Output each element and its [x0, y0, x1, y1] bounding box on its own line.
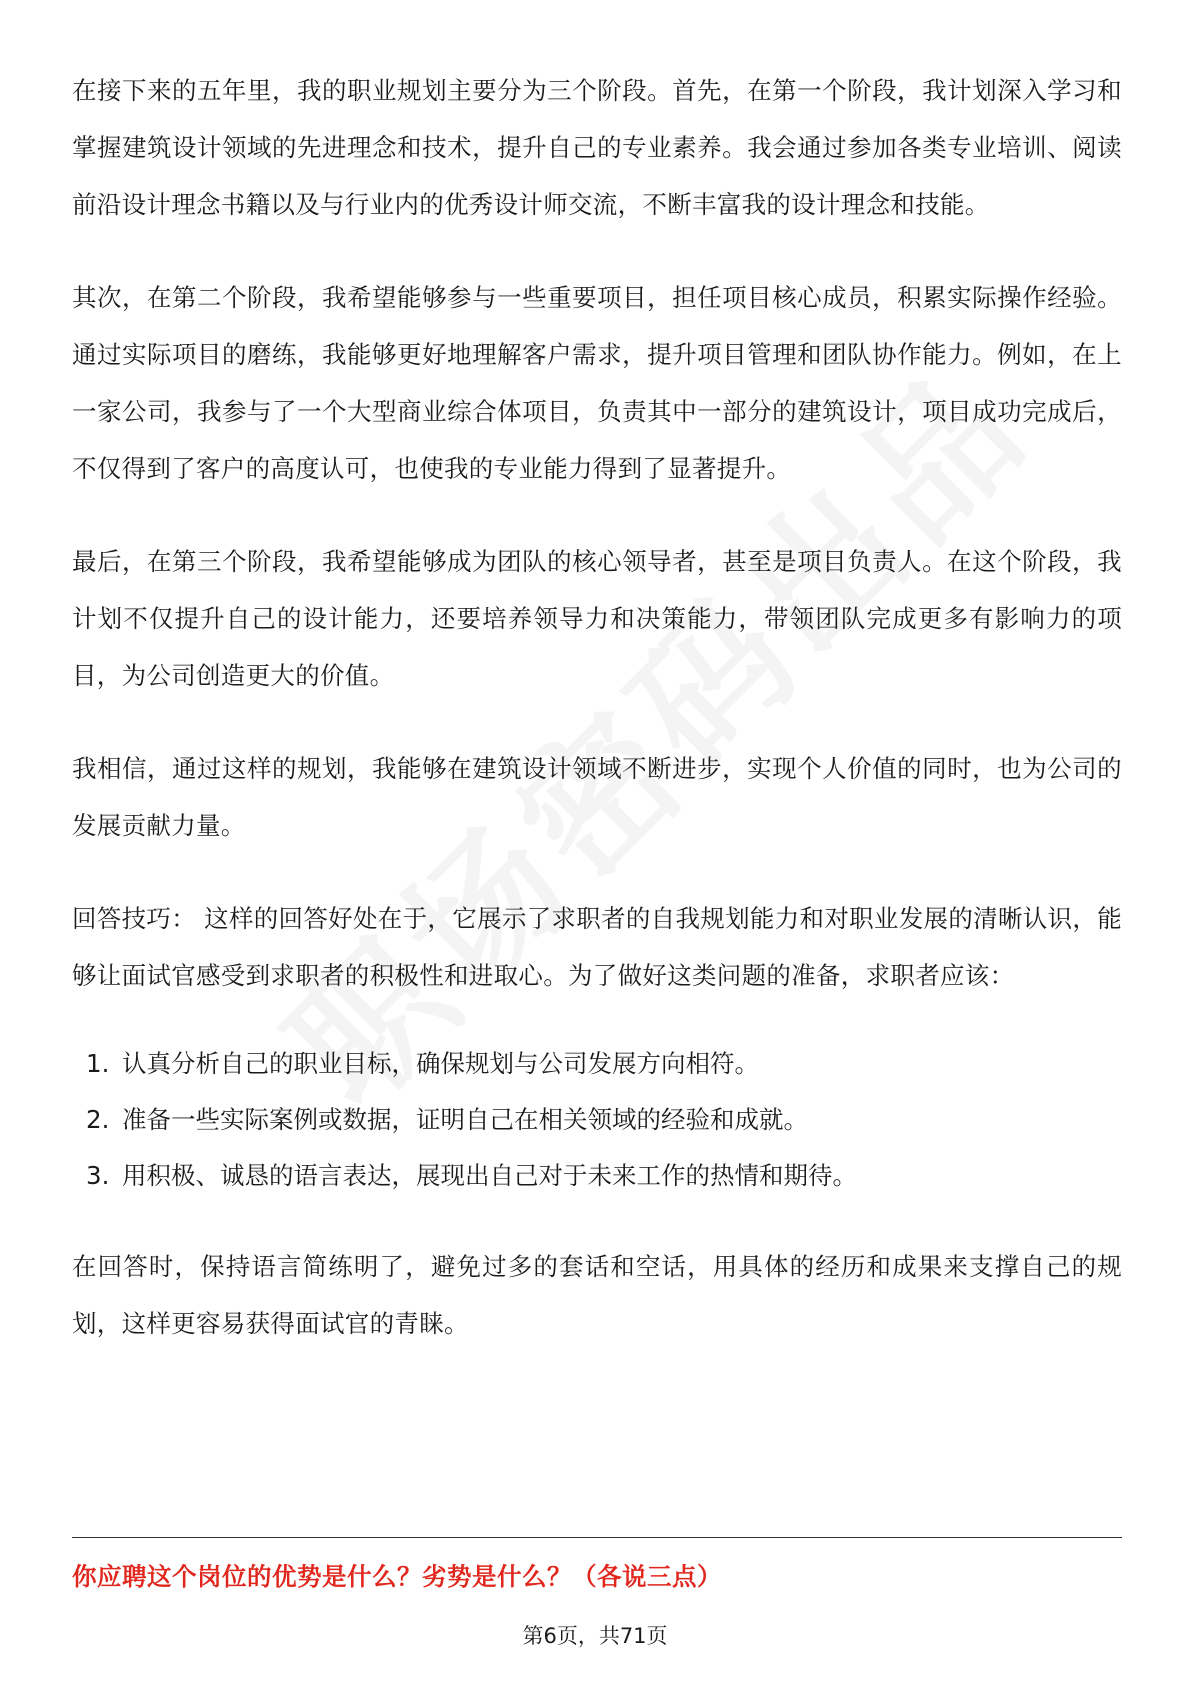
- list-item: [72, 1148, 1122, 1204]
- list-item: [72, 1092, 1122, 1148]
- paragraph-closing-advice: 在回答时，保持语言简练明了，避免过多的套话和空话，用具体的经历和成果来支撑自己的规划，这样更容易获得面试官的青睐。: [72, 1252, 1122, 1338]
- list-item-number: 2.: [86, 1105, 110, 1134]
- list-item-number: 1.: [86, 1049, 110, 1078]
- paragraph-stage-two: 其次，在第二个阶段，我希望能够参与一些重要项目，担任项目核心成员，积累实际操作经验。通过实际项目的磨练，我能够更好地理解客户需求，提升项目管理和团队协作能力。例如，在上一家公司，我参与了一个大型商业综合体项目，负责其中一部分的建筑设计，项目成功完成后，不仅得到了客户的高度认可，也使我的专业能力得到了显著提升。: [72, 283, 1122, 483]
- next-question-heading: 你应聘这个岗位的优势是什么？劣势是什么？（各说三点）: [72, 1562, 722, 1591]
- list-item-text: 准备一些实际案例或数据，证明自己在相关领域的经验和成就。: [122, 1105, 808, 1134]
- section-divider: [72, 1537, 1122, 1538]
- paragraph-stage-one: 在接下来的五年里，我的职业规划主要分为三个阶段。首先，在第一个阶段，我计划深入学习和掌握建筑设计领域的先进理念和技术，提升自己的专业素养。我会通过参加各类专业培训、阅读前沿设计理念书籍以及与行业内的优秀设计师交流，不断丰富我的设计理念和技能。: [72, 76, 1122, 219]
- page-footer: 第6页，共71页: [522, 1624, 668, 1648]
- list-item-text: 认真分析自己的职业目标，确保规划与公司发展方向相符。: [122, 1049, 759, 1078]
- list-item-text: 用积极、诚恳的语言表达，展现出自己对于未来工作的热情和期待。: [122, 1161, 857, 1190]
- list-item: [72, 1036, 1122, 1092]
- paragraph-conclusion: 我相信，通过这样的规划，我能够在建筑设计领域不断进步，实现个人价值的同时，也为公司的发展贡献力量。: [72, 754, 1122, 840]
- paragraph-stage-three: 最后，在第三个阶段，我希望能够成为团队的核心领导者，甚至是项目负责人。在这个阶段，我计划不仅提升自己的设计能力，还要培养领导力和决策能力，带领团队完成更多有影响力的项目，为公司创造更大的价值。: [72, 547, 1122, 690]
- paragraph-answer-tips: 回答技巧： 这样的回答好处在于，它展示了求职者的自我规划能力和对职业发展的清晰认识，能够让面试官感受到求职者的积极性和进取心。为了做好这类问题的准备，求职者应该：: [72, 904, 1122, 990]
- document-body: [72, 62, 1122, 1388]
- list-item-number: 3.: [86, 1161, 110, 1190]
- tips-list: [72, 1036, 1122, 1204]
